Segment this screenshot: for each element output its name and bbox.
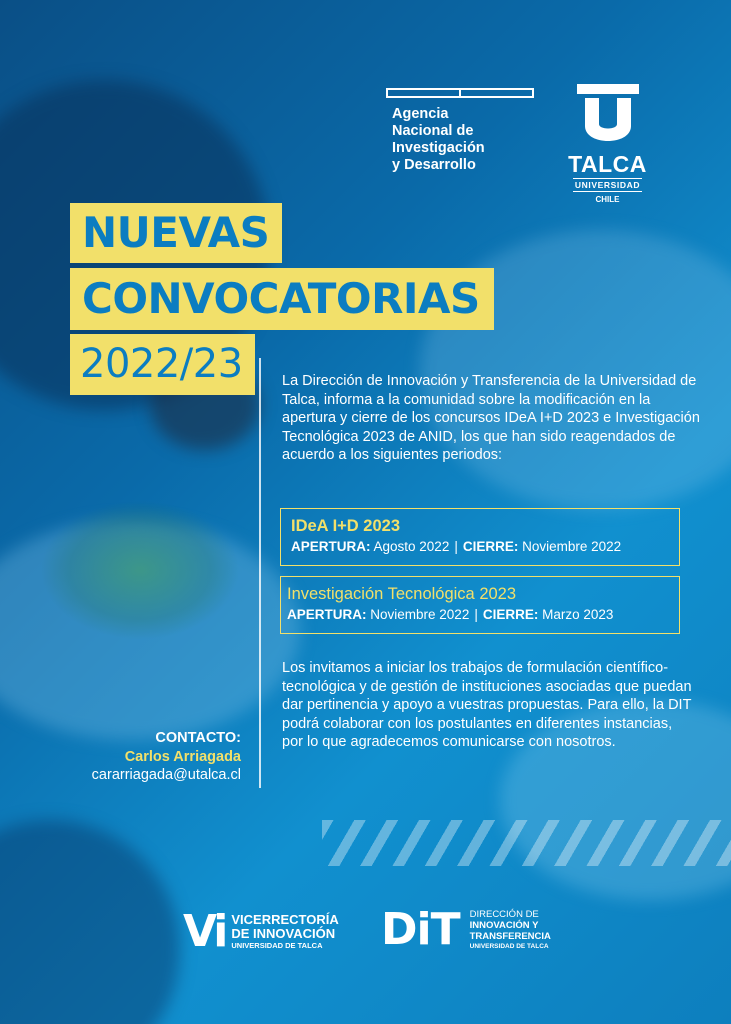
vicerrectoria-logo — [183, 906, 339, 957]
date-separator: | — [454, 539, 458, 554]
vi-line: DE INNOVACIÓN — [231, 926, 336, 941]
utalca-universidad: UNIVERSIDAD — [574, 180, 641, 190]
contact-label: CONTACTO: — [155, 730, 241, 746]
anid-line: Nacional de — [392, 123, 474, 139]
anid-line: Agencia — [392, 106, 449, 122]
anid-line: Investigación — [392, 140, 485, 156]
title-line-1: NUEVAS — [70, 203, 282, 263]
title-line-2: CONVOCATORIAS — [70, 268, 494, 330]
vi-logo-text — [231, 913, 338, 951]
contact-block — [92, 729, 241, 785]
open-label: APERTURA: — [287, 607, 367, 622]
call-box-investigacion — [280, 576, 680, 634]
dit-line-small: UNIVERSIDAD DE TALCA — [469, 943, 549, 950]
anid-logo-text — [392, 106, 534, 174]
vi-line-small: UNIVERSIDAD DE TALCA — [231, 941, 323, 950]
anid-logo-bar — [386, 88, 534, 98]
contact-name: Carlos Arriagada — [124, 748, 241, 765]
call-title: IDeA I+D 2023 — [291, 517, 400, 535]
close-value: Noviembre 2022 — [522, 539, 622, 554]
open-value: Agosto 2022 — [373, 539, 450, 554]
dit-line: TRANSFERENCIA — [469, 931, 551, 942]
background-shadow-lower — [0, 820, 180, 1024]
contact-email-link[interactable]: cararriagada@utalca.cl — [91, 767, 241, 783]
dit-logo-text — [470, 909, 551, 951]
anid-line: y Desarrollo — [392, 157, 476, 173]
dit-line: INNOVACIÓN Y — [469, 920, 539, 931]
utalca-u-icon — [577, 84, 639, 146]
dit-logo-mark: DiT — [381, 904, 460, 955]
decorative-stripes — [322, 820, 731, 866]
sample-plant — [40, 500, 240, 640]
vi-line: VICERRECTORÍA — [231, 912, 339, 927]
utalca-logo — [560, 84, 655, 204]
closing-paragraph: Los invitamos a iniciar los trabajos de formulación científico-tecnológica y de gestión de instituciones asociadas que puedan dar pertinencia y apoyo a vuestras propuestas. Para ello, la DIT podrá colaborar con los postulantes en diferentes instancias, por lo que agradecemos comunicarse con nosotros. — [282, 660, 692, 750]
call-dates — [291, 537, 671, 557]
utalca-chile: CHILE — [595, 195, 620, 204]
anid-logo — [386, 88, 534, 174]
close-label: CIERRE: — [462, 539, 519, 554]
open-label: APERTURA: — [291, 539, 371, 554]
title-year: 2022/23 — [70, 334, 255, 395]
dit-logo — [381, 904, 551, 955]
vi-logo-mark: Vi — [183, 906, 226, 957]
dit-line: DIRECCIÓN DE — [469, 909, 539, 920]
open-value: Noviembre 2022 — [370, 607, 470, 622]
utalca-name: TALCA — [568, 151, 647, 177]
vertical-divider — [259, 358, 261, 788]
intro-paragraph: La Dirección de Innovación y Transferencia de la Universidad de Talca, informa a la comunidad sobre la modificación en la apertura y cierre de los concursos IDeA I+D 2023 e Investigación Tecnológica 2023 de ANID, los que han sido reagendados de acuerdo a los siguientes periodos: — [282, 373, 700, 463]
call-box-idea — [280, 508, 680, 566]
call-title: Investigación Tecnológica 2023 — [287, 585, 517, 603]
date-separator: | — [474, 607, 478, 622]
call-dates — [287, 605, 671, 625]
close-value: Marzo 2023 — [542, 607, 614, 622]
close-label: CIERRE: — [482, 607, 539, 622]
